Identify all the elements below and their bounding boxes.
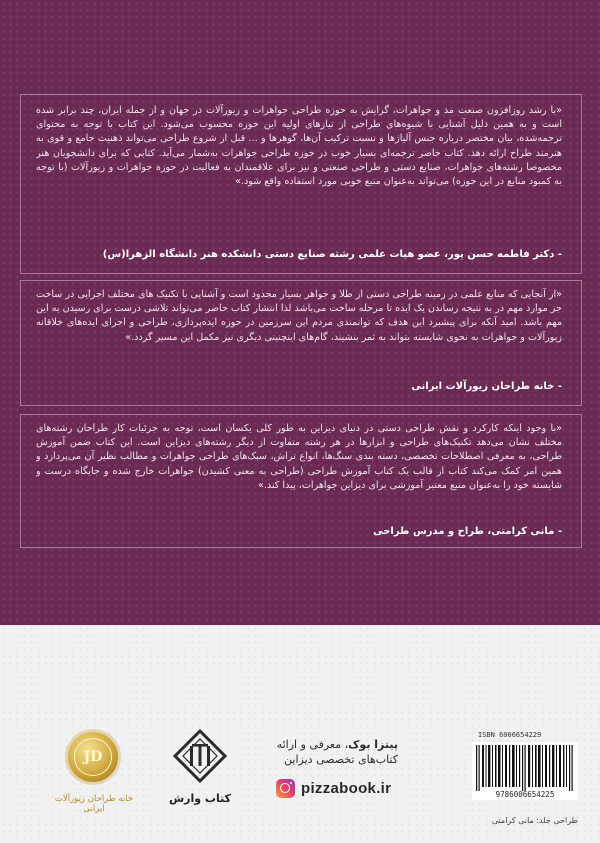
varesh-logo bbox=[168, 728, 232, 818]
publisher-name: پیتزا بوک bbox=[348, 738, 398, 751]
cover-credit: طراحی جلد: مانی کرامتی bbox=[491, 816, 578, 825]
barcode-digits: 9786006654225 bbox=[495, 790, 555, 799]
varesh-icon bbox=[172, 728, 228, 790]
quote-text-1: «با رشد روزافزون صنعت مد و جواهرات، گرایش به حوزه طراحی جواهرات و زیورآلات در جهان و از جمله ایران، چند برابر شده است و به همین دلیل آشنایی با شیوه‌های طراحی از نیازهای اولیه این حوزه محسوب می‌شود. این کتاب با توجه به محتوای ترجمه‌شده، بیان مختصر درباره جنس آلیاژها و نسبت ترکیب آن‌ها، گوهرها و ... قبل از شروع طراحی می‌تواند ذهنیت جامع و قوی به هنرمند طراح ارائه دهد. کتاب حاضر ترجمه‌ای بسیار خوب در حوزه طراحی جواهرات به‌شمار می‌آید. کتابی که برای دانشجویان هنر مخصوصا رشته‌های جواهرات، صنایع دستی و طراحی صنعتی و نیز برای علاقمندان به فعالیت در حوزه جواهرات و زیورآلات (با توجه به کمبود منابع در این حوزه) می‌تواند به‌عنوان منبع خوبی مورد استفاده واقع شود.» bbox=[36, 105, 562, 188]
publisher-tagline bbox=[258, 737, 398, 752]
jd-caption: خانه طراحان زیورآلات ایرانی bbox=[54, 794, 134, 814]
instagram-icon bbox=[276, 779, 295, 798]
jd-monogram-icon bbox=[68, 732, 118, 782]
quote-author-3: - مانی کرامتی، طراح و مدرس طراحی bbox=[373, 526, 562, 537]
jd-logo bbox=[44, 732, 144, 822]
website-row bbox=[276, 776, 391, 800]
quote-author-2: - خانه طراحان زیورآلات ایرانی bbox=[411, 381, 562, 392]
website-link[interactable]: pizzabook.ir bbox=[301, 779, 392, 797]
quote-author-1: - دکتر فاطمه حسن پور، عضو هیات علمی رشته صنایع دستی دانشکده هنر دانشگاه الزهرا(س) bbox=[102, 249, 562, 260]
quote-text-3: «با وجود اینکه کارکرد و نقش طراحی دستی در دنیای دیزاین به طور کلی یکسان است، توجه به جزئیات کار طراحان رشته‌های مختلف نشان می‌دهد تکنیک‌های طراحی و ابزارها در هر رشته متفاوت از دیگر رشته‌های دیزاین است. این کتاب ضمن آموزش طراحی، به معرفی اصطلاحات تخصصی، دسته بندی سنگ‌ها، انواع تراش، سبک‌های طراحی جواهرات و مطالب نظیر آن می‌پردازد و همین امر کمک می‌کند کتاب از قالب یک کتاب آموزش طراحی (طراحی به معنی کشیدن) جواهرات خارج شده و جایگاه درست و شایسته خود را به‌عنوان منبع معتبر آموزشی برای دیزاین جواهرات، پیدا کند.» bbox=[36, 423, 562, 491]
publisher-tagline-rest: ، معرفی و ارائه bbox=[276, 738, 349, 751]
quote-text-2: «از آنجایی که منابع علمی در زمینه طراحی دستی از طلا و جواهر بسیار محدود است و آشنایی با تکنیک های مختلف اجرایی در ساخت جز موارد مهم در به نتیجه رساندن یک ایده تا مرحله ساخت می‌باشد لذا انتشار کتاب حاضر می‌تواند تلاشی درست برای رسیدن به این مهم باشد. امید آنکه برای پیشبرد این هدف که توانمندی مردم این سرزمین در حوزه ایده‌پردازی، طراحی و اجرای ایده‌های خلاقانه زیورآلات و جواهرات به نحوی شایسته بتواند به ثمر بنشیند، گام‌های اینچنینی دیگری نیز مکمل این مسیر گردد.» bbox=[36, 289, 562, 343]
jd-monogram: JD bbox=[83, 749, 103, 765]
publisher-tagline-2: کتاب‌های تخصصی دیزاین bbox=[284, 753, 398, 766]
isbn-label: ISBN 6006654229 bbox=[478, 731, 542, 739]
publisher-block bbox=[258, 737, 398, 767]
varesh-label: کتاب وارش bbox=[168, 792, 232, 805]
